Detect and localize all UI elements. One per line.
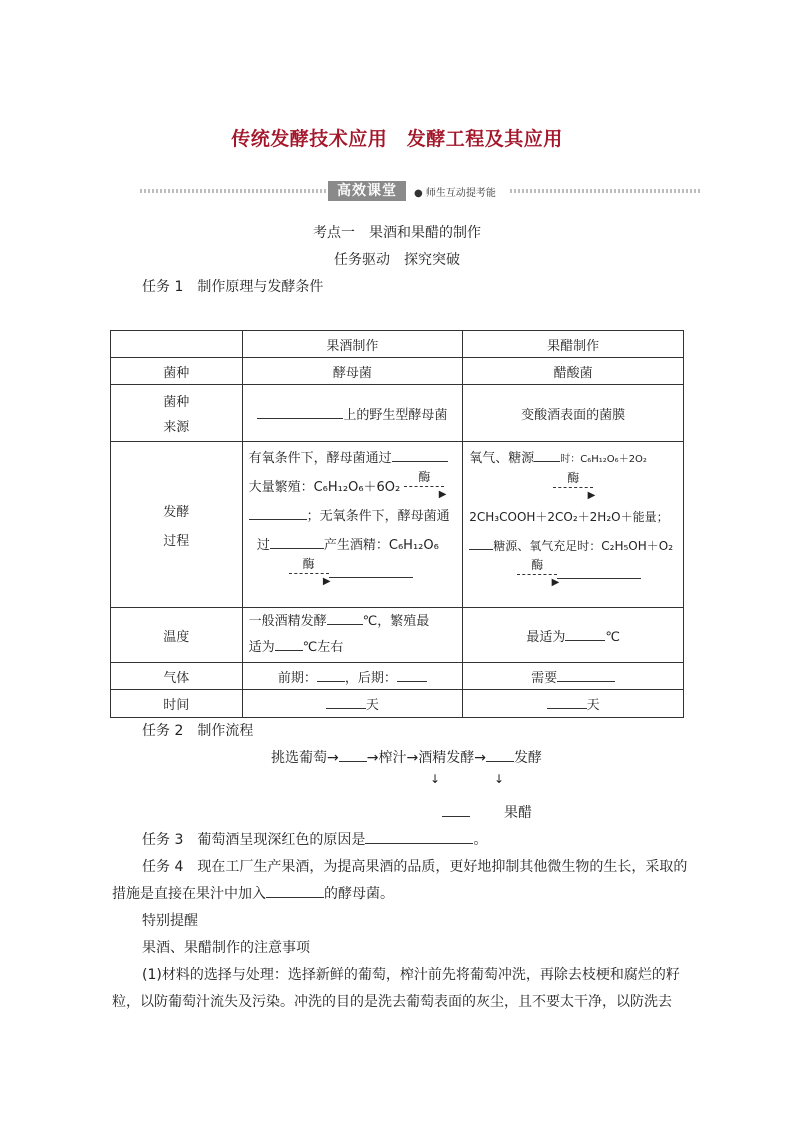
task1-heading: 任务 1 制作原理与发酵条件 — [142, 279, 324, 295]
flow-bottom-row — [442, 802, 532, 822]
task2-heading: 任务 2 制作流程 — [142, 723, 254, 739]
blank-field[interactable] — [339, 749, 367, 762]
flow-step: 榨汁 — [378, 750, 407, 766]
banner-rule-right — [510, 189, 700, 193]
table-header-row — [111, 331, 684, 358]
blank-field[interactable] — [557, 566, 641, 579]
note-title: 特别提醒 — [142, 913, 198, 929]
flow-step: 果醋 — [504, 805, 532, 821]
blank-field[interactable] — [326, 696, 366, 709]
row-label-source: 菌种 来源 — [111, 385, 243, 442]
blank-field[interactable] — [565, 628, 605, 641]
banner-label: 高效课堂 — [328, 181, 406, 201]
row-label-time: 时间 — [111, 690, 243, 718]
blank-field[interactable] — [317, 669, 345, 682]
enzyme-arrow: 酶 ▶ — [289, 564, 329, 578]
banner-rule-left — [140, 189, 328, 193]
cell-wine-gas: 前期： ，后期： — [242, 663, 463, 690]
cell-vinegar-temp: 最适为 ℃ — [463, 608, 684, 663]
note-subtitle: 果酒、果醋制作的注意事项 — [142, 940, 310, 956]
blank-field[interactable] — [392, 449, 448, 462]
cell-vinegar-source: 变酸酒表面的菌膜 — [463, 385, 684, 442]
blank-field[interactable] — [270, 536, 324, 549]
table-row — [111, 442, 684, 608]
flow-step: 发酵 — [513, 750, 542, 766]
table-row — [111, 385, 684, 442]
vinegar-equation: 2CH₃COOH＋2CO₂＋2H₂O＋能量； — [469, 510, 669, 524]
enzyme-arrow: 酶 ▶ — [517, 565, 557, 579]
flow-top-row — [271, 747, 542, 767]
flow-step: 酒精发酵 — [418, 750, 475, 766]
col-header-wine: 果酒制作 — [242, 331, 463, 358]
arrow-icon: → — [366, 750, 379, 766]
table-row — [111, 358, 684, 385]
note-paragraph-line2: 粒，以防葡萄汁流失及污染。冲洗的目的是洗去葡萄表面的灰尘，且不要太干净，以防洗去 — [112, 994, 672, 1010]
table-row — [111, 663, 684, 690]
down-arrow-icon: ↓ — [430, 772, 441, 786]
cell-wine-temp: 一般酒精发酵 ℃，繁殖最 适为 ℃左右 — [242, 608, 463, 663]
fermentation-table — [110, 330, 684, 718]
task4-line1: 任务 4 现在工厂生产果酒，为提高果酒的品质，更好地抑制其他微生物的生长，采取的 — [142, 859, 688, 875]
page-title: 传统发酵技术应用 发酵工程及其应用 — [231, 128, 563, 150]
dot-icon: ● — [414, 188, 423, 199]
task3: 任务 3 葡萄酒呈现深红色的原因是 。 — [142, 832, 488, 848]
arrow-icon: → — [406, 750, 419, 766]
task4-line2: 措施是直接在果汁中加入 的酵母菌。 — [112, 886, 394, 902]
cell-vinegar-process: 氧气、糖源 时：C₆H₁₂O₆＋2O₂ 酶 ▶ 2CH₃COOH＋2CO₂＋2H₂O＋能量； 糖源、氧气充足时：C₂H₅OH＋O₂ 酶 ▶ — [463, 442, 684, 608]
section-heading: 考点一 果酒和果醋的制作 — [313, 225, 481, 241]
blank-field[interactable] — [534, 449, 560, 462]
arrow-icon: → — [327, 750, 339, 766]
down-arrow-icon: ↓ — [494, 772, 505, 786]
row-label-strain: 菌种 — [111, 358, 243, 385]
table-row — [111, 608, 684, 663]
sub-heading: 任务驱动 探究突破 — [334, 252, 460, 268]
blank-field[interactable] — [249, 507, 307, 520]
flow-step: 挑选葡萄 — [271, 750, 327, 766]
blank-field[interactable] — [327, 612, 363, 625]
row-label-gas: 气体 — [111, 663, 243, 690]
note-paragraph-line1: (1)材料的选择与处理：选择新鲜的葡萄，榨汁前先将葡萄冲洗，再除去枝梗和腐烂的籽 — [142, 967, 680, 983]
blank-field[interactable] — [547, 696, 587, 709]
blank-field[interactable] — [397, 669, 427, 682]
blank-field[interactable] — [257, 406, 343, 419]
cell-vinegar-gas: 需要 — [463, 663, 684, 690]
cell-vinegar-time: 天 — [463, 690, 684, 718]
row-label-temp: 温度 — [111, 608, 243, 663]
cell-wine-source: 上的野生型酵母菌 — [242, 385, 463, 442]
cell-vinegar-strain: 醋酸菌 — [463, 358, 684, 385]
cell-wine-strain: 酵母菌 — [242, 358, 463, 385]
cell-wine-time: 天 — [242, 690, 463, 718]
blank-field[interactable] — [557, 669, 615, 682]
arrow-icon: → — [474, 750, 486, 766]
blank-field[interactable] — [365, 831, 473, 844]
blank-field[interactable] — [486, 749, 514, 762]
blank-field[interactable] — [275, 638, 303, 651]
table-corner — [111, 331, 243, 358]
cell-wine-process: 有氧条件下，酵母菌通过 大量繁殖：C₆H₁₂O₆＋6O₂ 酶 ▶ ；无氧条件下，酵母菌通 过 产生酒精：C₆H₁₂O₆ 酶 ▶ — [242, 442, 463, 608]
col-header-vinegar: 果醋制作 — [463, 331, 684, 358]
blank-field[interactable] — [469, 537, 493, 550]
enzyme-arrow: 酶 ▶ — [404, 477, 444, 491]
blank-field[interactable] — [266, 885, 324, 898]
row-label-process: 发酵 过程 — [111, 442, 243, 608]
banner-subtitle: ● 师生互动提考能 — [410, 184, 500, 199]
blank-field[interactable] — [329, 565, 413, 578]
table-row — [111, 690, 684, 718]
blank-field[interactable] — [442, 804, 470, 817]
enzyme-arrow: 酶 ▶ — [553, 478, 593, 492]
